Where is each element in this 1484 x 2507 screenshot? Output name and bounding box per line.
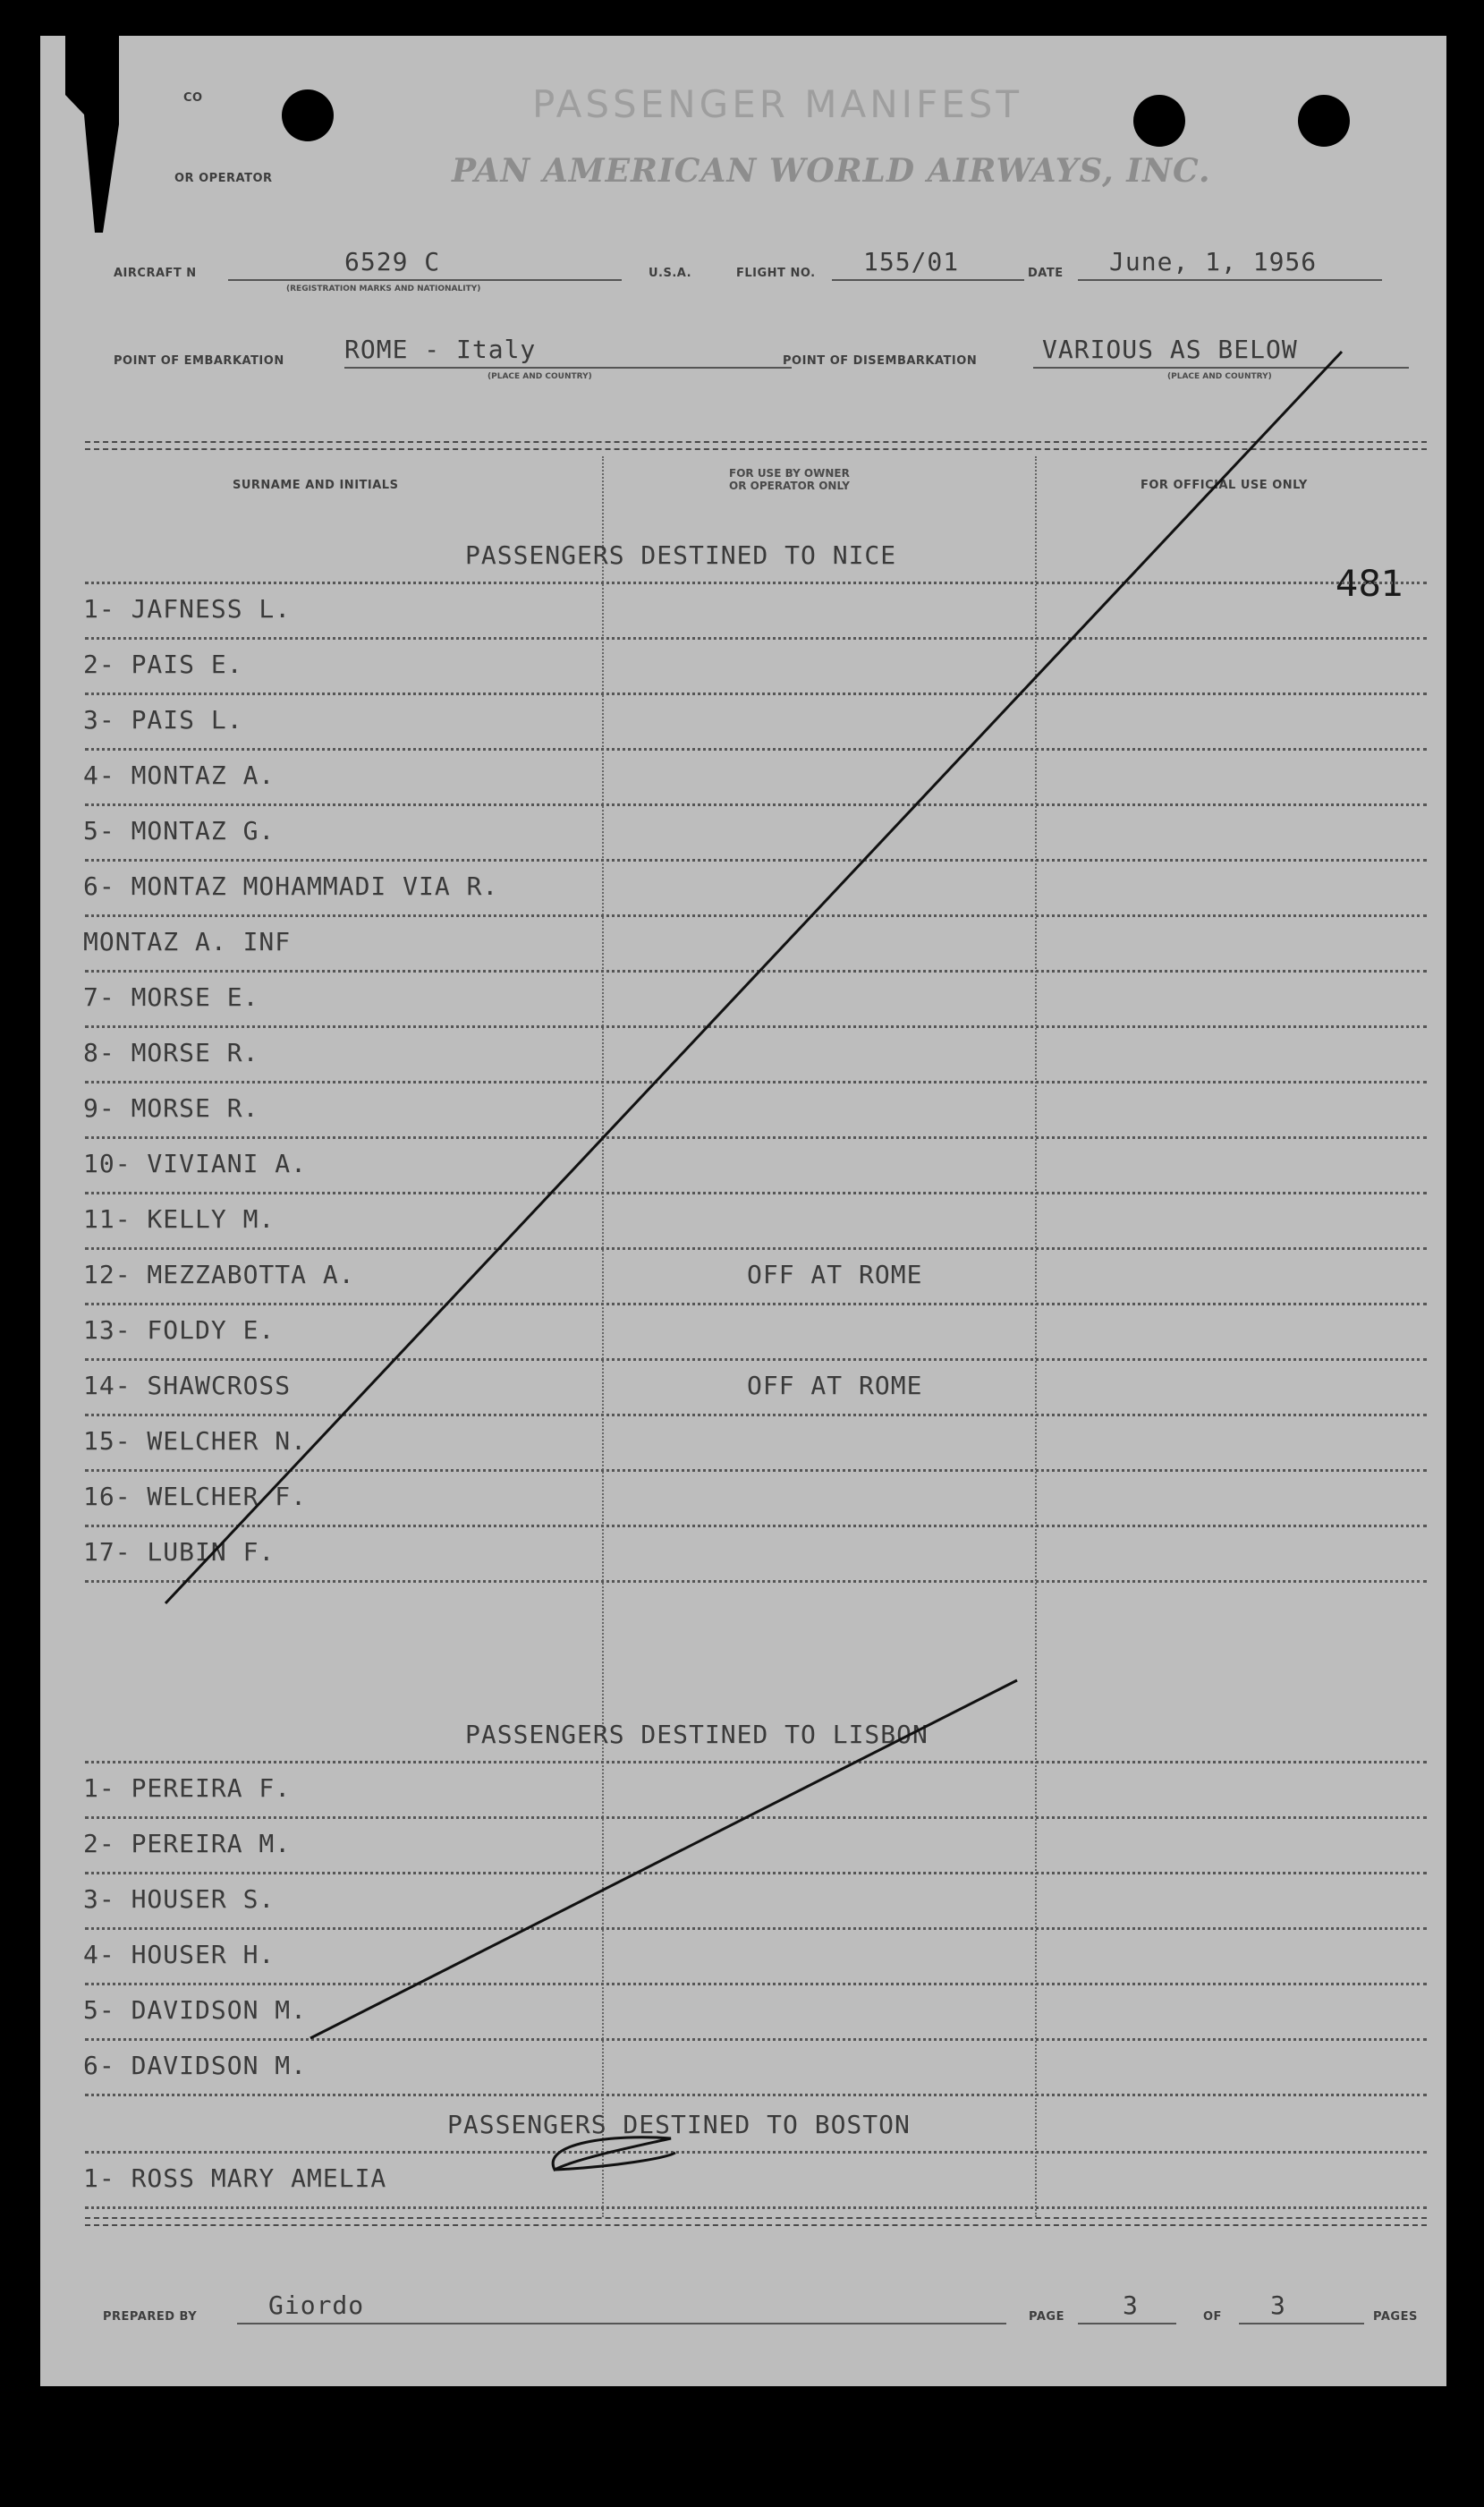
passenger-note: OFF AT ROME <box>747 1260 923 1289</box>
passenger-name: 3- PAIS L. <box>83 705 243 735</box>
manifest-sheet <box>40 36 1446 2386</box>
nice-strike-line <box>165 352 1342 1603</box>
embark-caption: (PLACE AND COUNTRY) <box>488 372 592 381</box>
passenger-name: 2- PAIS E. <box>83 650 243 679</box>
column-owner-1: FOR USE BY OWNER <box>729 467 850 480</box>
passenger-name: 8- MORSE R. <box>83 1038 259 1067</box>
section-heading: PASSENGERS DESTINED TO NICE <box>465 540 897 570</box>
passenger-name: 5- DAVIDSON M. <box>83 1995 308 2025</box>
page-value: 3 <box>1123 2290 1139 2320</box>
flight-value: 155/01 <box>863 247 960 276</box>
passenger-name: 6- DAVIDSON M. <box>83 2051 308 2080</box>
stamp-number: 481 <box>1336 564 1404 605</box>
passenger-name: 16- WELCHER F. <box>83 1482 308 1511</box>
passenger-name: 10- VIVIANI A. <box>83 1149 308 1178</box>
section-heading: PASSENGERS DESTINED TO LISBON <box>465 1720 929 1749</box>
passenger-name: 11- KELLY M. <box>83 1204 276 1234</box>
passenger-name: 6- MONTAZ MOHAMMADI VIA R. <box>83 871 499 901</box>
passenger-name: 7- MORSE E. <box>83 982 259 1012</box>
company-name: PAN AMERICAN WORLD AIRWAYS, INC. <box>452 152 1211 190</box>
aircraft-label: AIRCRAFT N <box>114 267 197 280</box>
embark-value: ROME - Italy <box>344 335 537 364</box>
column-official: FOR OFFICIAL USE ONLY <box>1141 479 1308 492</box>
passenger-name: 14- SHAWCROSS <box>83 1371 292 1400</box>
passenger-name: 1- ROSS MARY AMELIA <box>83 2163 387 2193</box>
column-surname: SURNAME AND INITIALS <box>233 479 399 492</box>
disembark-value: VARIOUS AS BELOW <box>1042 335 1298 364</box>
prepared-value: Giordo <box>268 2290 365 2320</box>
of-value: 3 <box>1270 2290 1286 2320</box>
page-label: PAGE <box>1029 2310 1064 2324</box>
aircraft-caption: (REGISTRATION MARKS AND NATIONALITY) <box>286 285 481 293</box>
corner-label-2: OR OPERATOR <box>174 172 273 185</box>
embark-label: POINT OF EMBARKATION <box>114 354 284 368</box>
passenger-name: 13- FOLDY E. <box>83 1315 276 1345</box>
passenger-name: 4- HOUSER H. <box>83 1940 276 1969</box>
passenger-name: 3- HOUSER S. <box>83 1884 276 1914</box>
manifest-title: PASSENGER MANIFEST <box>532 82 1023 126</box>
disembark-caption: (PLACE AND COUNTRY) <box>1167 372 1272 381</box>
passenger-name: 4- MONTAZ A. <box>83 761 276 790</box>
lisbon-strike-line <box>310 1680 1017 2038</box>
pages-label: PAGES <box>1373 2310 1418 2324</box>
aircraft-value: 6529 C <box>344 247 441 276</box>
of-label: OF <box>1203 2310 1222 2324</box>
section-heading: PASSENGERS DESTINED TO BOSTON <box>447 2110 911 2139</box>
country-label: U.S.A. <box>649 267 692 280</box>
passenger-name: 1- PEREIRA F. <box>83 1773 292 1803</box>
passenger-name: 9- MORSE R. <box>83 1093 259 1123</box>
passenger-name: 5- MONTAZ G. <box>83 816 276 846</box>
flight-label: FLIGHT NO. <box>736 267 816 280</box>
passenger-note: OFF AT ROME <box>747 1371 923 1400</box>
passenger-name: 12- MEZZABOTTA A. <box>83 1260 355 1289</box>
date-value: June, 1, 1956 <box>1109 247 1318 276</box>
passenger-name: 1- JAFNESS L. <box>83 594 292 624</box>
passenger-name: 17- LUBIN F. <box>83 1537 276 1567</box>
column-owner-2: OR OPERATOR ONLY <box>729 480 850 492</box>
date-label: DATE <box>1028 267 1064 280</box>
prepared-label: PREPARED BY <box>103 2310 198 2324</box>
passenger-name: 2- PEREIRA M. <box>83 1829 292 1858</box>
passenger-name: MONTAZ A. INF <box>83 927 292 956</box>
disembark-label: POINT OF DISEMBARKATION <box>783 354 978 368</box>
pen-marks <box>40 36 1446 2386</box>
passenger-name: 15- WELCHER N. <box>83 1426 308 1456</box>
corner-label-1: CO <box>183 91 203 105</box>
